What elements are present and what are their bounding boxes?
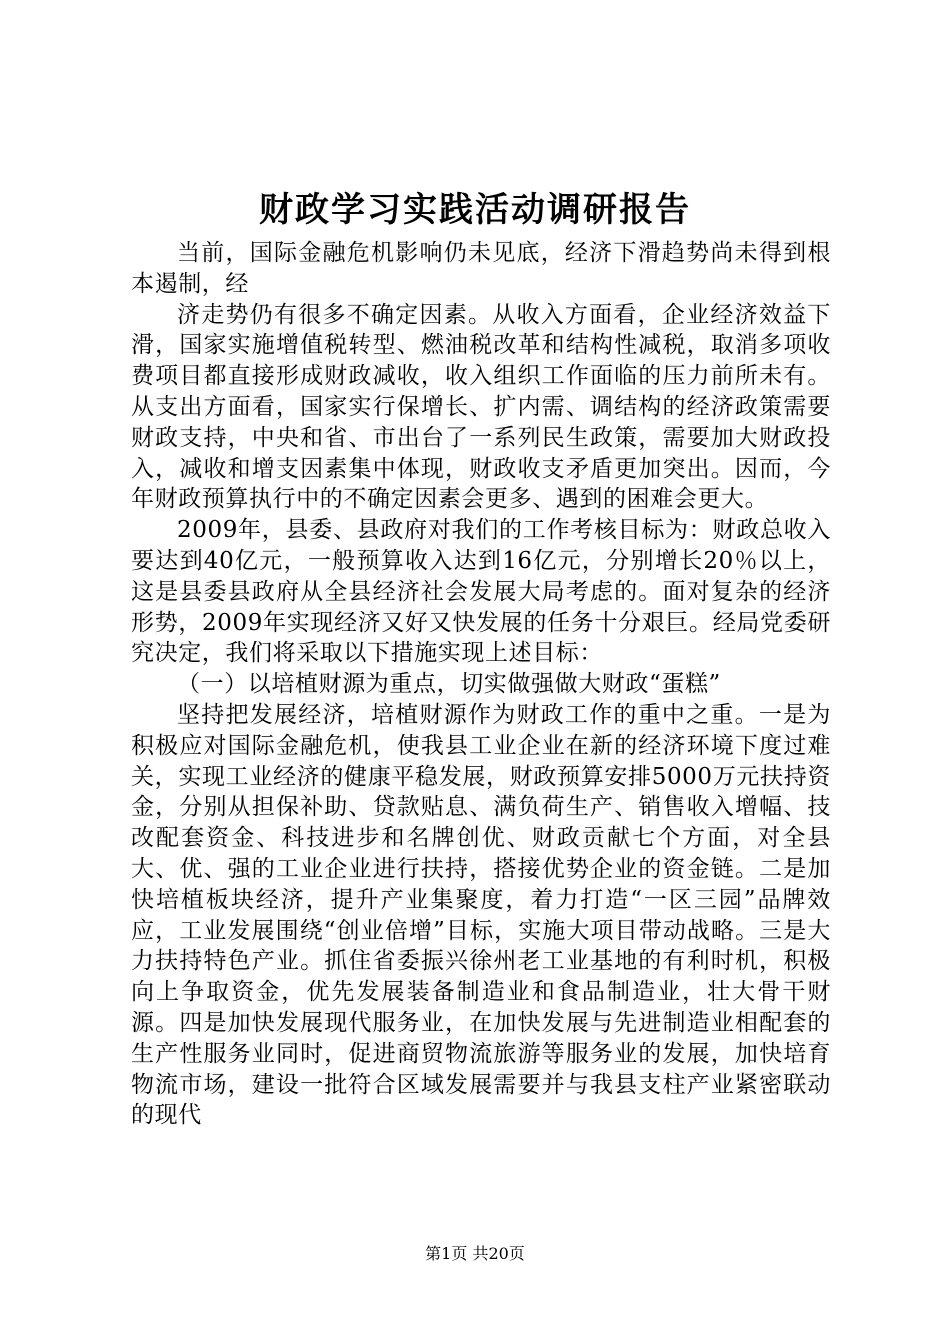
document-title: 财政学习实践活动调研报告 [259, 190, 691, 230]
page-number: 第1页 共20页 [425, 1244, 525, 1263]
paragraph-intro: 当前，国际金融危机影响仍未见底，经济下滑趋势尚未得到根本遏制，经 [131, 240, 831, 297]
paragraph-uncertainty: 济走势仍有很多不确定因素。从收入方面看，企业经济效益下滑，国家实施增值税转型、燃油税改革和结构性减税，取消多项收费项目都直接形成财政减收，收入组织工作面临的压力前所未有。从支出方面看，国家实行保增长、扩内需、调结构的经济政策需要财政支持，中央和省、市出台了一系列民生政策，需要加大财政投入，减收和增支因素集中体现，财政收支矛盾更加突出。因而，今年财政预算执行中的不确定因素会更多、遇到的困难会更大。 [131, 301, 831, 513]
section-heading-1: （一）以培植财源为重点，切实做强做大财政“蛋糕” [177, 671, 721, 698]
document-body [131, 238, 831, 1131]
paragraph-measures: 坚持把发展经济，培植财源作为财政工作的重中之重。一是为积极应对国际金融危机，使我县工业企业在新的经济环境下度过难关，实现工业经济的健康平稳发展，财政预算安排5000万元扶持资金，分别从担保补助、贷款贴息、满负荷生产、销售收入增幅、技改配套资金、科技进步和名牌创优、财政贡献七个方面，对全县大、优、强的工业企业进行扶持，搭接优势企业的资金链。二是加快培植板块经济，提升产业集聚度，着力打造“一区三园”品牌效应，工业发展围绕“创业倍增”目标，实施大项目带动战略。三是大力扶持特色产业。抓住省委振兴徐州老工业基地的有利时机，积极向上争取资金，优先发展装备制造业和食品制造业，壮大骨干财源。四是加快发展现代服务业，在加快发展与先进制造业相配套的生产性服务业同时，促进商贸物流旅游等服务业的发展，加快培育物流市场，建设一批符合区域发展需要并与我县支柱产业紧密联动的现代 [131, 701, 831, 1129]
paragraph-targets: 2009年，县委、县政府对我们的工作考核目标为：财政总收入要达到40亿元，一般预算收入达到16亿元，分别增长20％以上，这是县委县政府从全县经济社会发展大局考虑的。面对复杂的经济形势，2009年实现经济又好又快发展的任务十分艰巨。经局党委研究决定，我们将采取以下措施实现上述目标： [131, 517, 831, 667]
